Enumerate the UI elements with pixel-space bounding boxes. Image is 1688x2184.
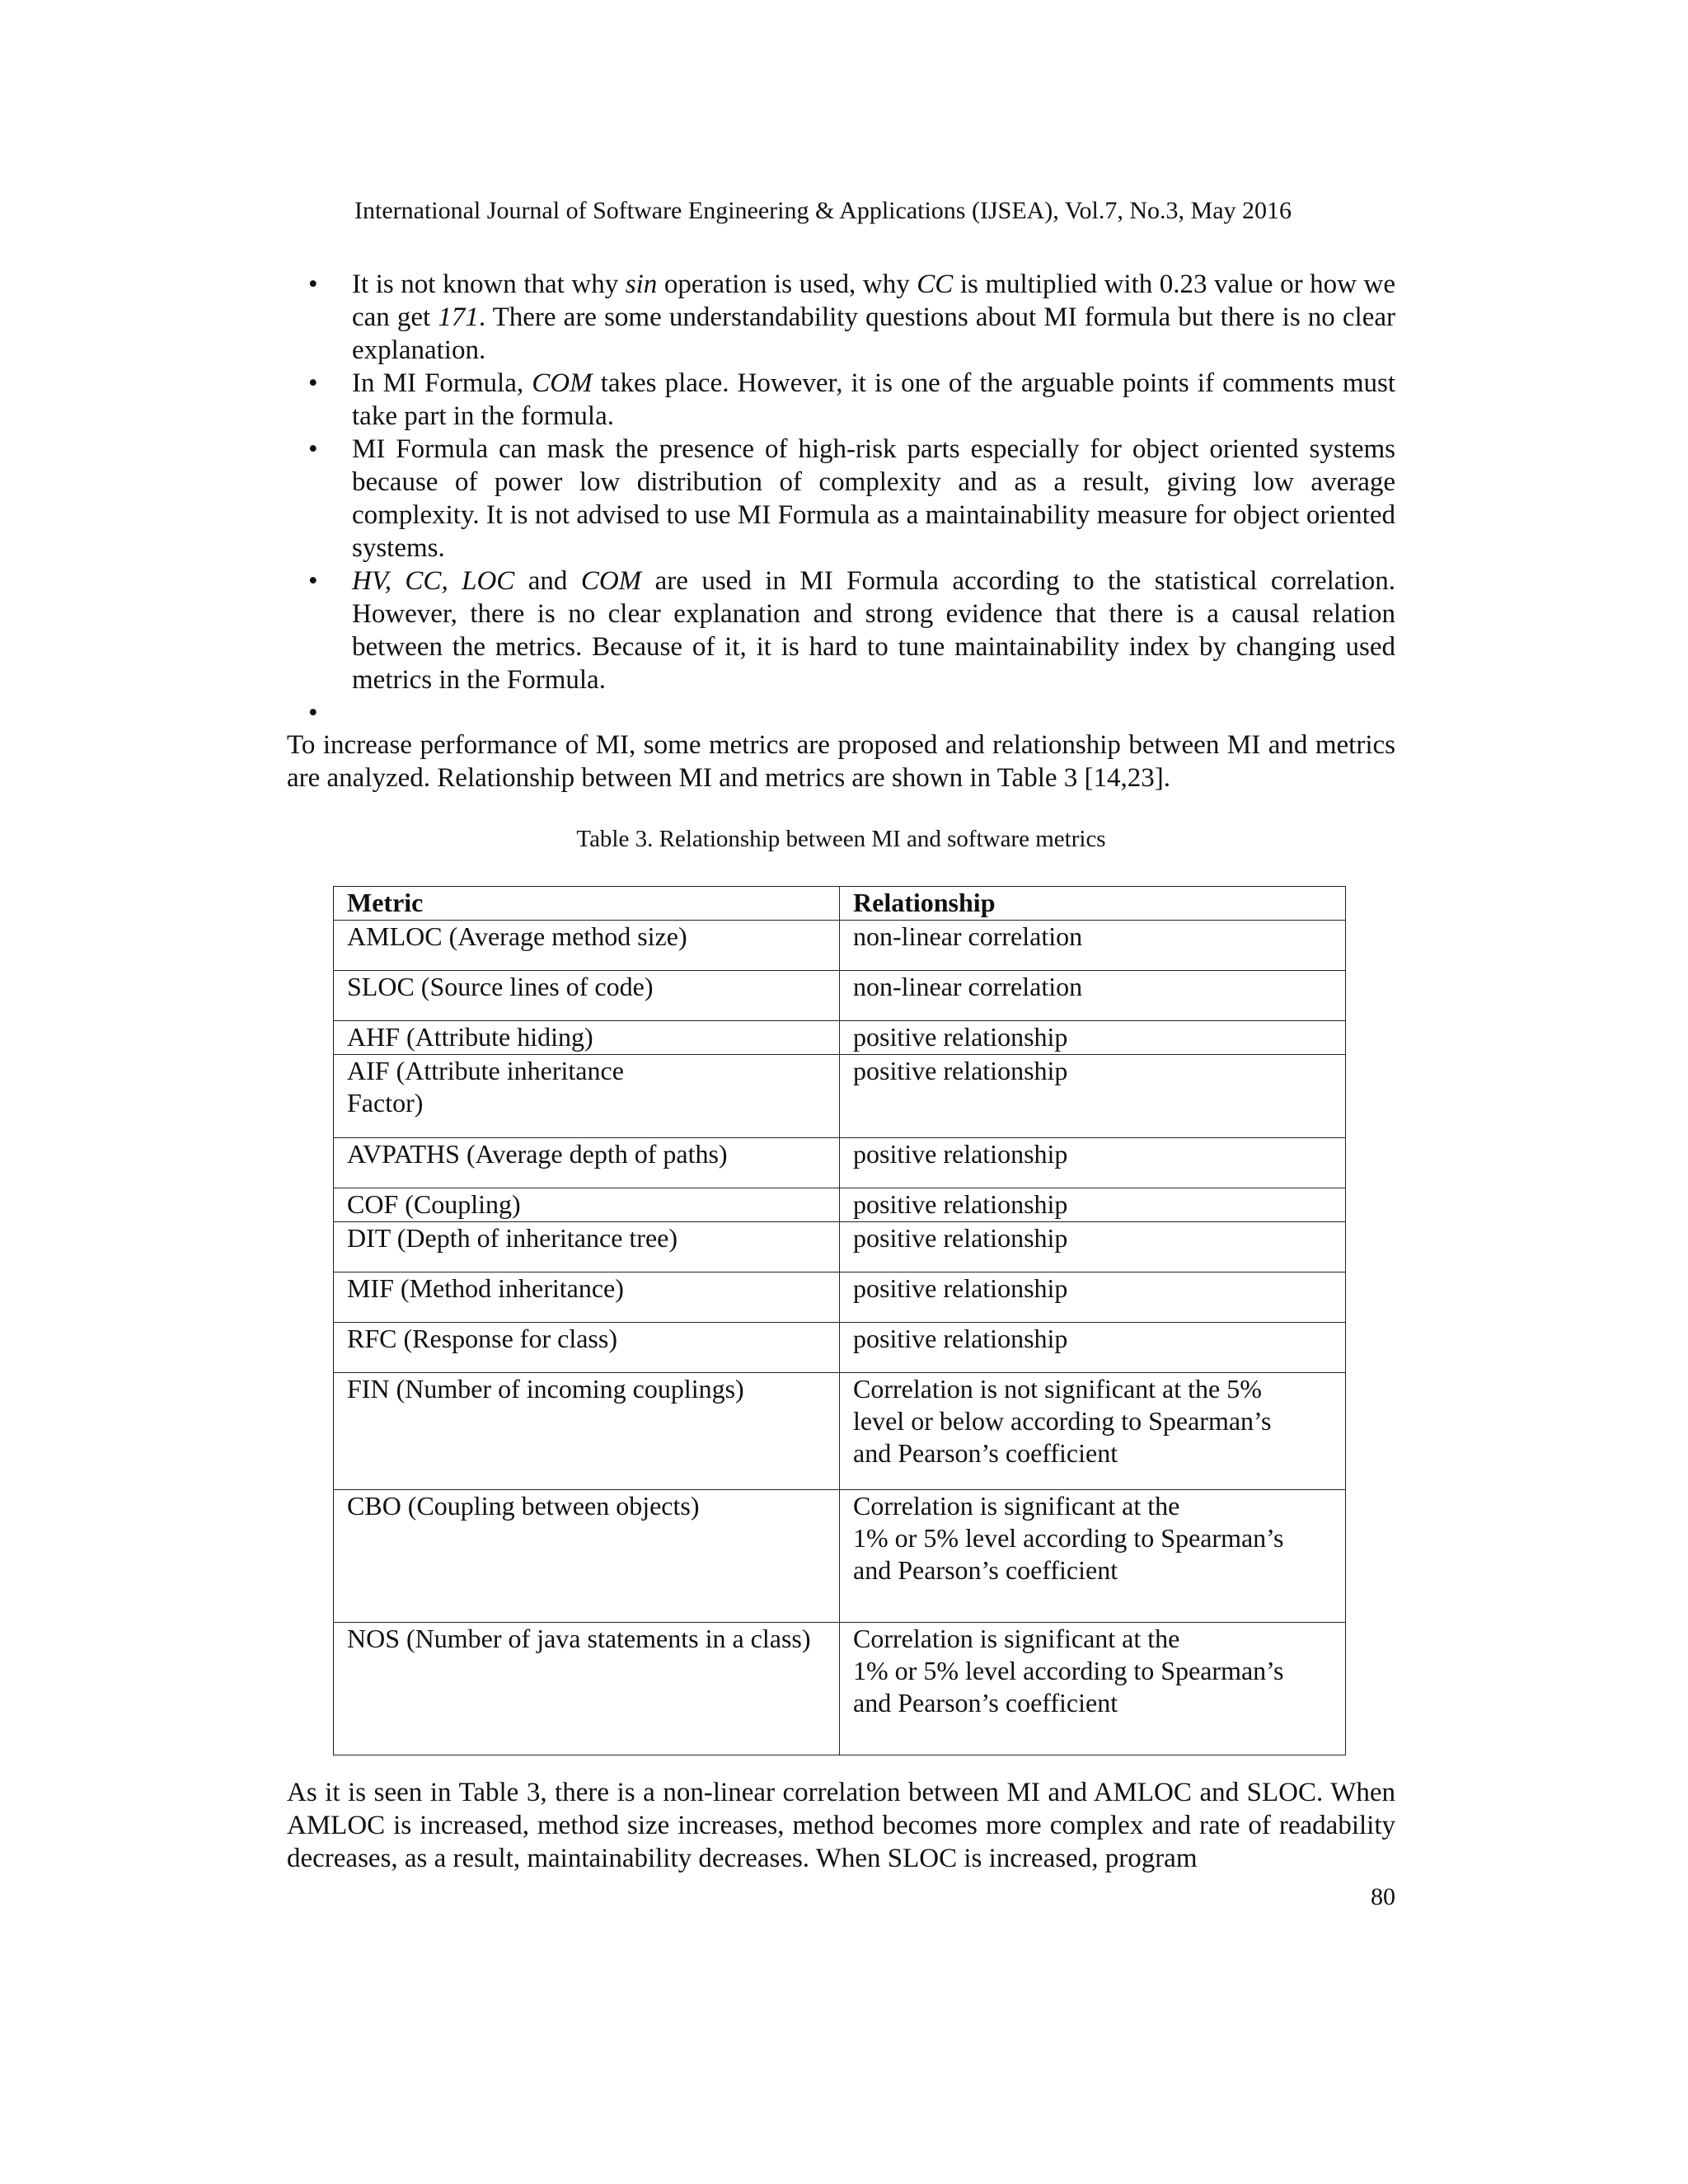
metrics-table — [333, 886, 1346, 1755]
running-header: International Journal of Software Engineering & Applications (IJSEA), Vol.7, No.3, May 2016 — [354, 197, 1292, 224]
bullet-item-high-risk: • MI Formula can mask the presence of high-risk parts especially for object oriented systems because of power low distribution of complexity and as a result, giving low average complexity. It is not advised to use MI Formula as a maintainability measure for object oriented systems. — [308, 434, 1395, 563]
metric-cell: MIF (Method inheritance) — [334, 1272, 840, 1323]
bullet-item-sin-operation: • It is not known that why sin operation is used, why CC is multiplied with 0.23 value or how we can get 171. There are some understandability questions about MI formula but there is no clear explanation. — [308, 269, 1396, 365]
metric-cell: FIN (Number of incoming couplings) — [334, 1373, 840, 1490]
bullet-icon: • — [308, 698, 318, 728]
table-row — [334, 1188, 1346, 1222]
relationship-cell: positive relationship — [840, 1021, 1346, 1055]
table-header-row — [334, 887, 1346, 921]
relationship-cell: Correlation is not significant at the 5% level or below according to Spearman’s and Pearson’s coefficient — [840, 1373, 1346, 1490]
metric-cell: RFC (Response for class) — [334, 1323, 840, 1373]
table-row — [334, 1623, 1346, 1755]
bullet-icon: • — [308, 434, 318, 464]
table-row — [334, 1055, 1346, 1138]
table-row — [334, 1490, 1346, 1623]
table-row — [334, 971, 1346, 1021]
table-row — [334, 1373, 1346, 1490]
bullet-list — [297, 268, 1395, 729]
relationship-cell: Correlation is significant at the 1% or 5% level according to Spearman’s and Pearson’s coefficient — [840, 1490, 1346, 1623]
table-row — [334, 1323, 1346, 1373]
metric-cell: SLOC (Source lines of code) — [334, 971, 840, 1021]
closing-paragraph: As it is seen in Table 3, there is a non-linear correlation between MI and AMLOC and SLOC. When AMLOC is increased, method size increases, method becomes more complex and rate of readability decreases, as a result, maintainability decreases. When SLOC is increased, program — [287, 1778, 1395, 1873]
relationship-cell: positive relationship — [840, 1138, 1346, 1188]
metric-cell: AHF (Attribute hiding) — [334, 1021, 840, 1055]
table-caption: Table 3. Relationship between MI and software metrics — [576, 826, 1106, 852]
relationship-cell: positive relationship — [840, 1323, 1346, 1373]
bullet-item-empty — [297, 696, 1395, 729]
metric-cell: AIF (Attribute inheritance Factor) — [334, 1055, 840, 1138]
relationship-cell: positive relationship — [840, 1272, 1346, 1323]
intro-paragraph: To increase performance of MI, some metrics are proposed and relationship between MI and metrics are analyzed. Relationship between MI and metrics are shown in Table 3 [14,23]. — [287, 730, 1395, 793]
table-row — [334, 921, 1346, 971]
table-row — [334, 1222, 1346, 1272]
metric-cell: DIT (Depth of inheritance tree) — [334, 1222, 840, 1272]
header-metric: Metric — [334, 887, 840, 921]
relationship-cell: positive relationship — [840, 1055, 1346, 1138]
relationship-cell: Correlation is significant at the 1% or 5% level according to Spearman’s and Pearson’s coefficient — [840, 1623, 1346, 1755]
relationship-cell: positive relationship — [840, 1188, 1346, 1222]
header-relationship: Relationship — [840, 887, 1346, 921]
bullet-icon: • — [308, 269, 318, 299]
table-row — [334, 1138, 1346, 1188]
table-row — [334, 1272, 1346, 1323]
table-row — [334, 1021, 1346, 1055]
metric-cell: NOS (Number of java statements in a class) — [334, 1623, 840, 1755]
page-number: 80 — [1371, 1883, 1395, 1910]
bullet-icon: • — [308, 566, 318, 596]
metric-cell: AMLOC (Average method size) — [334, 921, 840, 971]
relationship-cell: non-linear correlation — [840, 921, 1346, 971]
bullet-item-com: • In MI Formula, COM takes place. However, it is one of the arguable points if comments must take part in the formula. — [308, 368, 1395, 431]
metric-cell: COF (Coupling) — [334, 1188, 840, 1222]
metric-cell: AVPATHS (Average depth of paths) — [334, 1138, 840, 1188]
bullet-icon: • — [308, 368, 318, 398]
relationship-cell: positive relationship — [840, 1222, 1346, 1272]
relationship-cell: non-linear correlation — [840, 971, 1346, 1021]
metric-cell: CBO (Coupling between objects) — [334, 1490, 840, 1623]
bullet-item-correlation: • HV, CC, LOC and COM are used in MI Formula according to the statistical correlation. However, there is no clear explanation and strong evidence that there is a causal relation between the metrics. Because of it, it is hard to tune maintainability index by changing used metrics in the Formula. — [308, 566, 1395, 695]
